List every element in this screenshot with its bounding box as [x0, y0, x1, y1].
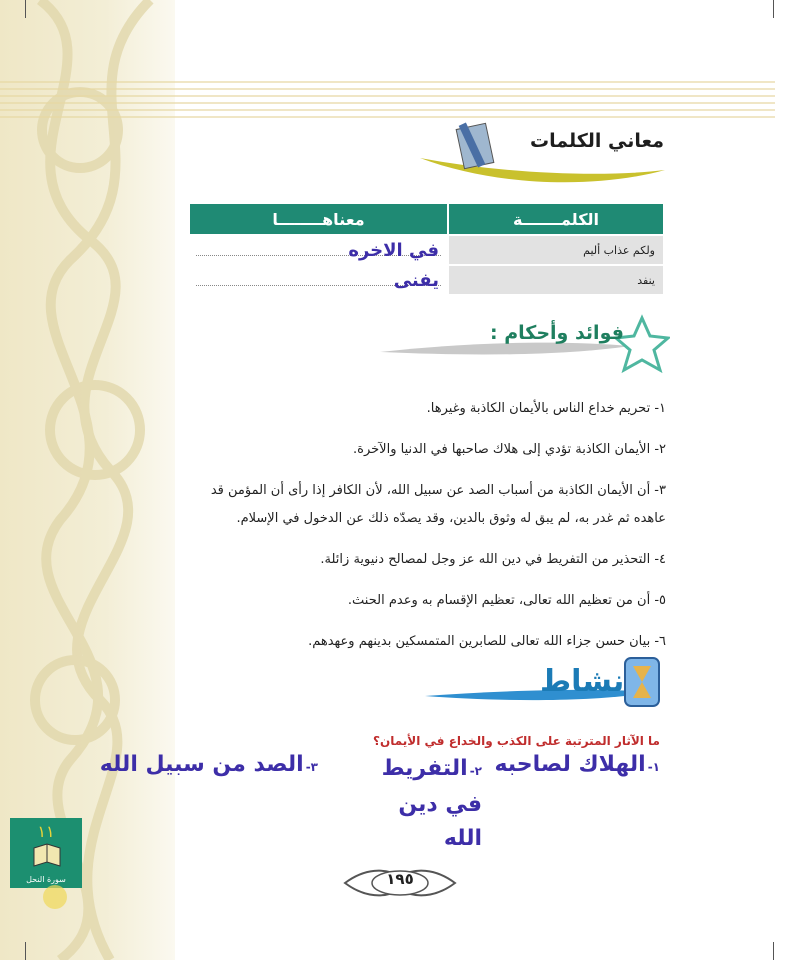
list-item: ٥- أن من تعظيم الله تعالى، تعظيم الإقسام به وعدم الحنث. [347, 593, 666, 608]
crop-mark [25, 942, 26, 960]
table-header-row [189, 203, 664, 235]
page-number: ١٩٥ [386, 870, 414, 888]
chapter-tab [10, 818, 82, 888]
list-item: ٢- الأيمان الكاذبة تؤدي إلى هلاك صاحبها في الدنيا والآخرة. [353, 442, 666, 457]
answer-number: ١- [647, 760, 660, 774]
benefits-section-title: فوائد وأحكام : [490, 322, 624, 344]
hourglass-icon [625, 658, 659, 706]
chapter-name: سورة النحل [26, 875, 66, 884]
vocab-meaning: في الاخره [348, 239, 439, 261]
answer-item [494, 752, 660, 777]
activity-title: نشاط [540, 664, 625, 699]
answer-number: ٣- [305, 760, 318, 774]
chapter-number: ١١ [37, 822, 55, 841]
vocab-heading-swoosh [420, 118, 670, 188]
vocabulary-table [188, 202, 665, 296]
list-item: ٣- أن الأيمان الكاذبة من أسباب الصد عن سبيل الله، لأن الكافر إذا رأى أن المؤمن قد عاهده ثم غدر به، لم يبق له وثوق بالدين، وقد يصدّه ذلك عن الدخول في الإسلام. [210, 483, 666, 526]
answer-text: التفريط في دين الله [381, 756, 482, 851]
crop-mark [773, 0, 774, 18]
vocab-word: ينفد [448, 265, 664, 295]
crop-mark [773, 942, 774, 960]
quran-book-icon [32, 842, 62, 868]
activity-answers [99, 752, 660, 851]
table-row [189, 265, 664, 295]
header-rule-lines [0, 80, 775, 120]
answer-number: ٢- [469, 764, 482, 778]
header-meaning: معناهــــــــا [189, 203, 448, 235]
book-pen-icon [456, 122, 494, 168]
answer-item [362, 752, 482, 856]
vocab-meaning: يفنى [393, 269, 439, 291]
answer-item [100, 752, 318, 777]
activity-question: ما الآثار المترتبة على الكذب والخداع في الأيمان؟ [373, 734, 660, 748]
header-word: الكلمـــــــة [448, 203, 664, 235]
vocab-section-title: معاني الكلمات [530, 130, 665, 152]
vocab-word: ولكم عذاب أليم [448, 235, 664, 265]
chapter-tab-ornament [40, 882, 70, 912]
vocab-meaning-cell [189, 265, 448, 295]
vocab-meaning-cell [189, 235, 448, 265]
list-item: ٦- بيان حسن جزاء الله تعالى للصابرين المتمسكين بدينهم وعهدهم. [308, 634, 666, 649]
table-row [189, 235, 664, 265]
answer-text: الهلاك لصاحبه [494, 752, 646, 777]
list-item: ٤- التحذير من التفريط في دين الله عز وجل لمصالح دنيوية زائلة. [320, 552, 666, 567]
crop-mark [25, 0, 26, 18]
answer-text: الصد من سبيل الله [99, 752, 304, 777]
list-item: ١- تحريم خداع الناس بالأيمان الكاذبة وغيرها. [426, 401, 666, 416]
benefits-list [196, 395, 666, 669]
